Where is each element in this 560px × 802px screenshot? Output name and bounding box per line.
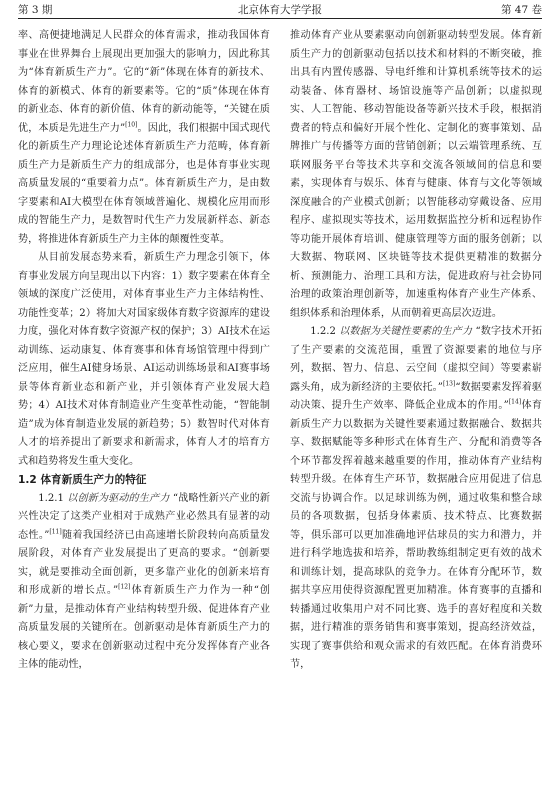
journal-title: 北京体育大学学报	[238, 4, 322, 16]
citation: [13]	[442, 380, 456, 388]
section-heading: 1.2 体育新质生产力的特征	[18, 474, 147, 486]
paragraph: 率、高便捷地满足人民群众的体育需求，推动我国体育事业在世界舞台上展现出更加强大的影响力，因此称其为“体育新质生产力”。它的“新”体现在体育的新技术、体育的新模式、体育的新要素等。它的“质”体现在体育的新业态、体育的新价值、体育的新动能等，“关键在质优，本质是先进生产力”[10]。因此，我们根据中国式现代化的新质生产力理论论述体育新质生产力范畴，体育新质生产力是新质生产力的组成部分，也是体育事业实现高质量发展的“重要着力点”。体育新质生产力，是由数字要素和AI大模型在体育领域普遍化、规模化应用而形成的智能生产力，是数智时代生产力发展新样态、新态势，将推进体育新质生产力主体的颠覆性变革。	[18, 30, 270, 245]
subsection-title: 以数据为关键性要素的生产力	[339, 326, 473, 337]
right-column	[290, 27, 542, 797]
running-header	[18, 3, 542, 19]
paragraph: 1.2.1 以创新为驱动的生产力 “战略性新兴产业的新兴性决定了这类产业相对于成熟产业必然具有显著的动态性。”[11]随着我国经济已由高速增长阶段转向高质量发展阶段，对体育产业发展提出了更高的要求。“创新要实，就是要推动全面创新，更多靠产业化的创新来培育和形成新的增长点。”[12]体育新质生产力作为一种“创新”力量，是推动体育产业结构转型升级、促进体育产业高质量发展的关键所在。创新驱动是体育新质生产力的核心要义，要求在创新驱动过程中充分发挥体育产业各主体的能动性，	[18, 492, 270, 670]
citation: [12]	[118, 583, 131, 591]
issue-number: 第 3 期	[18, 4, 53, 16]
volume-page: 第 47 卷	[500, 4, 542, 16]
left-column	[18, 27, 270, 797]
subsection-number: 1.2.1	[38, 492, 64, 504]
citation: [14]	[508, 398, 522, 406]
citation: [11]	[49, 528, 62, 536]
paragraph: 推动体育产业从要素驱动向创新驱动转型发展。体育新质生产力的创新驱动包括以技术和材料的不断突破，推出具有内置传感器、导电纤维和计算机系统等技术的运动装备、体育器材、场馆设施等产品创新；以虚拟现实、人工智能、移动智能设备等新兴技术手段，根据消费者的特点和偏好开展个性化、定制化的赛事策划、品牌推广与传播等方面的营销创新；以云端管理系统、互联网服务平台等技术共享和交流各领域间的信息和要素，实现体育与娱乐、体育与健康、体育与文化等领域深度融合的产业模式创新；以智能移动穿戴设备、应用程序、虚拟现实等技术，运用数据监控分析和远程协作等功能开展体育培训、健康管理等方面的服务创新；以大数据、物联网、区块链等技术提供更精准的数据分析、预测能力、治理工具和方法，促进政府与社会协同治理的政策治理创新等，加速重构体育产业生产体系、组织体系和治理体系，从而朝着更高层次迈进。	[290, 30, 542, 319]
subsection-number: 1.2.2	[310, 326, 336, 337]
paragraph: 1.2.2 以数据为关键性要素的生产力 “数字技术开拓了生产要素的交流范围，重置了资源要素的地位与序列，数据、智力、信息、云空间（虚拟空间）等要素崭露头角，成为新经济的主要依托。”[13]“数据要素发挥着驱动决策、提升生产效率、降低企业成本的作用。”[14]体育新质生产力以数据为关键性要素通过数据融合、数据共享、数据赋能等多种形式在体育生产、分配和消费等各个环节都发挥着越来越重要的作用，推动体育产业结构转型升级。在体育生产环节，数据融合应用促进了信息交流与协调合作。以足球训练为例，通过收集和整合球员的各项数据，包括身体素质、技术特点、比赛数据等，俱乐部可以更加准确地评估球员的实力和潜力，并进行科学地选拔和培养，帮助教练组制定更有效的战术和训练计划，提高球队的竞争力。在体育分配环节，数据共享应用使得资源配置更加精准。体育赛事的直播和转播通过收集用户对不同比赛、选手的喜好程度和关数据，进行精准的票务销售和赛事策划，提高经济效益，实现了赛事供给和观众需求的有效匹配。在体育消费环节，	[290, 326, 542, 670]
paragraph: 从目前发展态势来看，新质生产力理念引领下，体育事业发展方向呈现出以下内容：1）数字要素在体育全领域的深度广泛使用，对体育事业生产力主体结构性、功能性变革；2）将加大对国家级体育数字资源库的建设力度，强化对体育数字资源产权的保护；3）AI技术在运动训练、运动康复、体育赛事和体育场馆管理中得到广泛应用，催生AI健身场景、AI运动训练场景和AI赛事场景等体育新业态和新产业，并引领体育产业发展大趋势；4）AI技术对体育制造业产生变革性动能，“智能制造”成为体育制造业发展的新趋势；5）数智时代对体育人才的培养提出了新要求和新需求，体育人才的培育方式和趋势将发生重大变化。	[18, 252, 270, 467]
subsection-title: 以创新为驱动的生产力	[67, 492, 170, 504]
citation: [10]	[125, 121, 138, 129]
